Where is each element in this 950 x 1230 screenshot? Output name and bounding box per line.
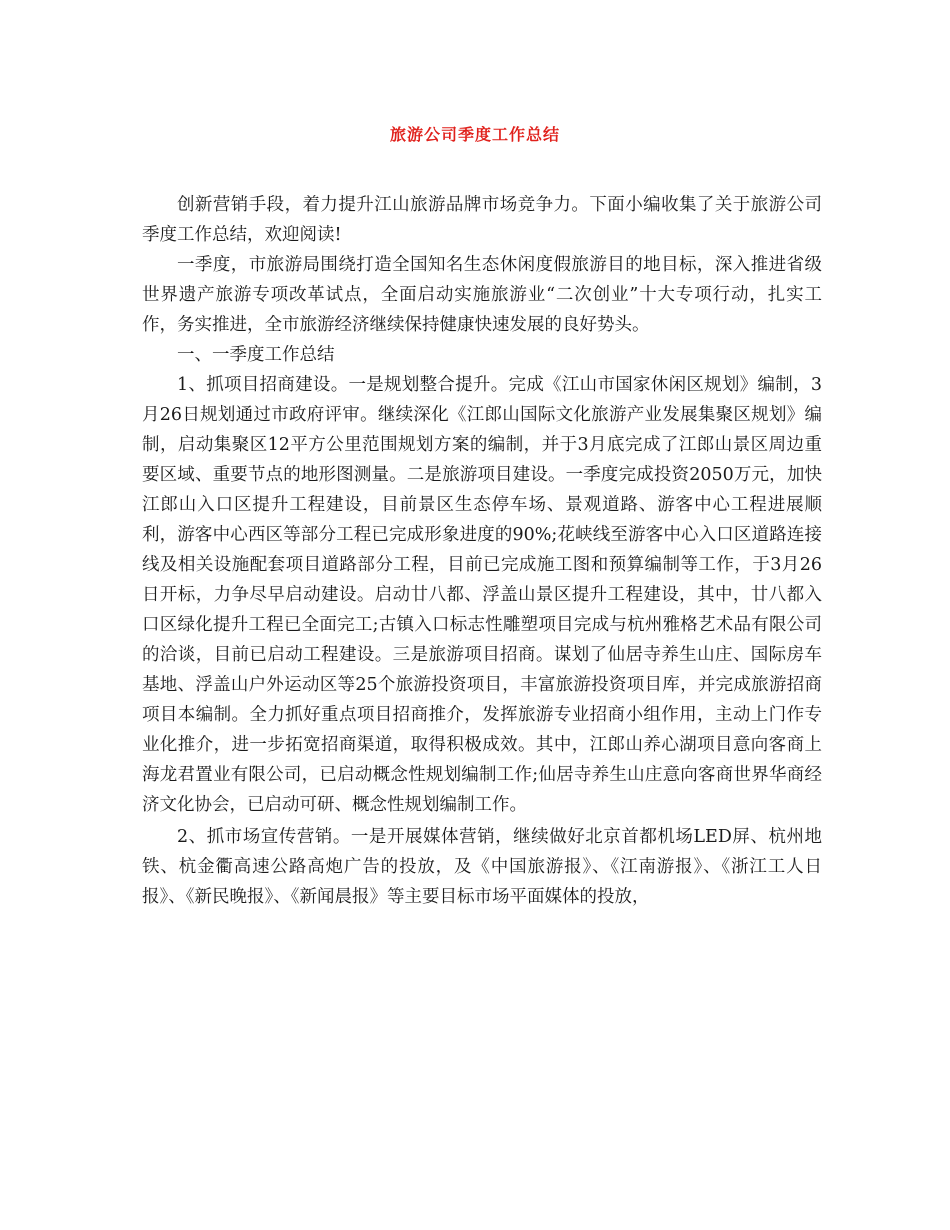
paragraph-marketing: 2、抓市场宣传营销。一是开展媒体营销，继续做好北京首都机场LED屏、杭州地铁、杭金衢高速公路高炮广告的投放，及《中国旅游报》、《江南游报》、《浙江工人日报》、《新民晚报》、《新闻晨报》等主要目标市场平面媒体的投放， (142, 827, 822, 907)
paragraph-projects: 1、抓项目招商建设。一是规划整合提升。完成《江山市国家休闲区规划》编制，3月26日规划通过市政府评审。继续深化《江郎山国际文化旅游产业发展集聚区规划》编制，启动集聚区12平方公里范围规划方案的编制，并于3月底完成了江郎山景区周边重要区域、重要节点的地形图测量。二是旅游项目建设。一季度完成投资2050万元，加快江郎山入口区提升工程建设，目前景区生态停车场、景观道路、游客中心工程进展顺利，游客中心西区等部分工程已完成形象进度的90%;花峡线至游客中心入口区道路连接线及相关设施配套项目道路部分工程，目前已完成施工图和预算编制等工作，于3月26日开标，力争尽早启动建设。启动廿八都、浮盖山景区提升工程建设，其中，廿八都入口区绿化提升工程已全面完工;古镇入口标志性雕塑项目完成与杭州雅格艺术品有限公司的洽谈，目前已启动工程建设。三是旅游项目招商。谋划了仙居寺养生山庄、国际房车基地、浮盖山户外运动区等25个旅游投资项目，丰富旅游投资项目库，并完成旅游招商项目本编制。全力抓好重点项目招商推介，发挥旅游专业招商小组作用，主动上门作专业化推介，进一步拓宽招商渠道，取得积极成效。其中，江郎山养心湖项目意向客商上海龙君置业有限公司，已启动概念性规划编制工作;仙居寺养生山庄意向客商世界华商经济文化协会，已启动可研、概念性规划编制工作。 (142, 375, 822, 815)
section-heading: 一、一季度工作总结 (177, 345, 335, 365)
paragraph-overview: 一季度，市旅游局围绕打造全国知名生态休闲度假旅游目的地目标，深入推进省级世界遗产旅游专项改革试点，全面启动实施旅游业“二次创业”十大专项行动，扎实工作，务实推进，全市旅游经济继续保持健康快速发展的良好势头。 (142, 255, 822, 335)
paragraph-intro: 创新营销手段，着力提升江山旅游品牌市场竞争力。下面小编收集了关于旅游公司季度工作总结，欢迎阅读! (142, 195, 822, 245)
document-body (142, 190, 822, 912)
document-title: 旅游公司季度工作总结 (389, 125, 560, 144)
